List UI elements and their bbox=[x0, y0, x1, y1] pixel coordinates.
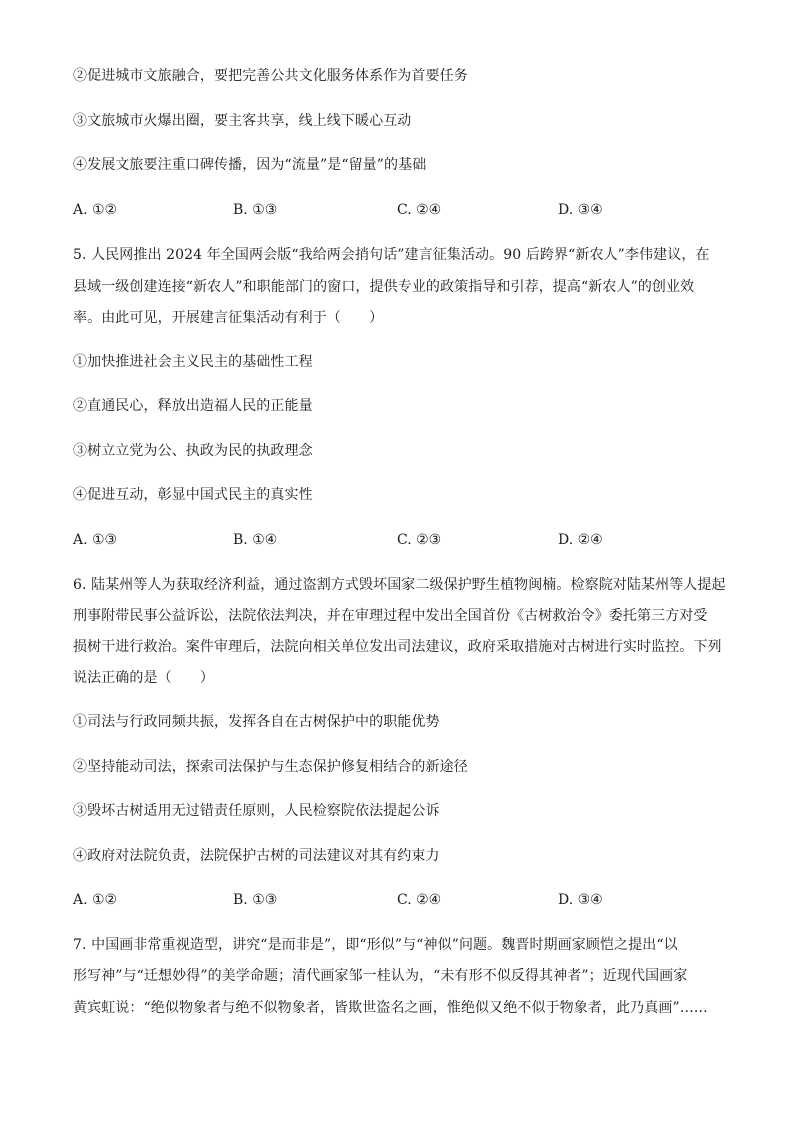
q6-stem-line-4: 说法正确的是（ ） bbox=[73, 670, 214, 686]
q7-stem-line-2: 形写神”与“迁想妙得”的美学命题；清代画家邹一桂认为，“未有形不似反得其神者”；近现代国画家 bbox=[73, 968, 688, 984]
q6-stem-line-3: 损树干进行救治。案件审理后，法院向相关单位发出司法建议，政府采取措施对古树进行实时监控。下列 bbox=[73, 639, 722, 655]
q6-option-2: ②坚持能动司法，探索司法保护与生态保护修复相结合的新途径 bbox=[73, 759, 468, 775]
q6-choice-d: D. ③④ bbox=[558, 892, 603, 908]
q6-choice-c: C. ②④ bbox=[397, 892, 442, 908]
q4-choice-c: C. ②④ bbox=[397, 202, 442, 218]
q6-option-4: ④政府对法院负责，法院保护古树的司法建议对其有约束力 bbox=[73, 848, 440, 864]
q5-option-1: ①加快推进社会主义民主的基础性工程 bbox=[73, 354, 313, 370]
q4-option-4: ④发展文旅要注重口碑传播，因为“流量”是“留量”的基础 bbox=[73, 157, 427, 173]
q6-stem-line-2: 刑事附带民事公益诉讼，法院依法判决，并在审理过程中发出全国首份《古树救治令》委托第三方对受 bbox=[73, 608, 708, 624]
q4-choice-b: B. ①③ bbox=[233, 202, 278, 218]
q7-stem-line-3: 黄宾虹说：“绝似物象者与绝不似物象者，皆欺世盗名之画，惟绝似又绝不似于物象者，此乃真画”…… bbox=[73, 1000, 708, 1016]
q4-choice-d: D. ③④ bbox=[558, 202, 603, 218]
q5-choice-a: A. ①③ bbox=[73, 532, 118, 548]
q5-option-3: ③树立立党为公、执政为民的执政理念 bbox=[73, 443, 313, 459]
q5-option-4: ④促进互动，彰显中国式民主的真实性 bbox=[73, 487, 313, 503]
q5-stem-line-2: 县域一级创建连接“新农人”和职能部门的窗口，提供专业的政策指导和引荐，提高“新农人”的创业效 bbox=[73, 279, 695, 295]
q5-stem-line-3: 率。由此可见，开展建言征集活动有利于（ ） bbox=[73, 310, 384, 326]
q5-stem-line-1: 5. 人民网推出 2024 年全国两会版“我给两会捎句话”建言征集活动。90 后跨界“新农人”李伟建议，在 bbox=[73, 247, 710, 263]
q5-choice-c: C. ②③ bbox=[397, 532, 442, 548]
q6-option-1: ①司法与行政同频共振，发挥各自在古树保护中的职能优势 bbox=[73, 714, 440, 730]
q6-answer-choices bbox=[73, 890, 733, 910]
q4-option-2: ②促进城市文旅融合，要把完善公共文化服务体系作为首要任务 bbox=[73, 68, 468, 84]
q4-choice-a: A. ①② bbox=[73, 202, 118, 218]
q4-answer-choices bbox=[73, 200, 733, 220]
q6-choice-b: B. ①③ bbox=[233, 892, 278, 908]
q5-option-2: ②直通民心，释放出造福人民的正能量 bbox=[73, 398, 313, 414]
q5-answer-choices bbox=[73, 530, 733, 550]
q4-option-3: ③文旅城市火爆出圈，要主客共享，线上线下暖心互动 bbox=[73, 113, 412, 129]
q6-option-3: ③毁坏古树适用无过错责任原则，人民检察院依法提起公诉 bbox=[73, 803, 440, 819]
q7-stem-line-1: 7. 中国画非常重视造型，讲究“是而非是”，即“形似”与“神似”问题。魏晋时期画家顾恺之提出“以 bbox=[73, 937, 678, 953]
q5-choice-b: B. ①④ bbox=[233, 532, 278, 548]
q6-stem-line-1: 6. 陆某州等人为获取经济利益，通过盗割方式毁坏国家二级保护野生植物闽楠。检察院对陆某州等人提起 bbox=[73, 577, 726, 593]
q5-choice-d: D. ②④ bbox=[558, 532, 603, 548]
q6-choice-a: A. ①② bbox=[73, 892, 118, 908]
